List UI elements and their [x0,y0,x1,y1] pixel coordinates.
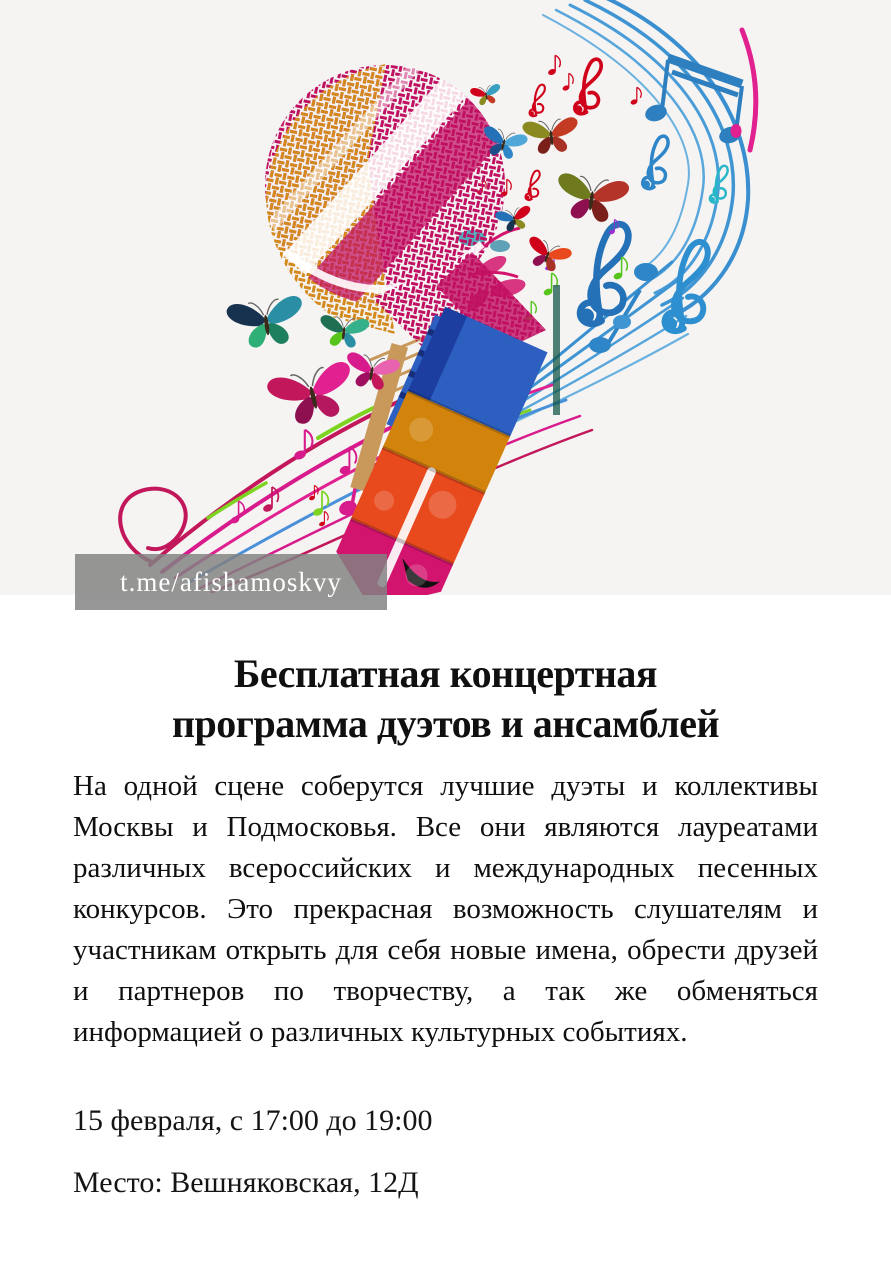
hero-illustration [0,0,891,595]
event-title-line2: программа дуэтов и ансамблей [172,701,719,746]
microphone-music-art [0,0,891,595]
watermark-text: t.me/afishamoskvy [120,566,342,597]
event-description: На одной сцене соберутся лучшие дуэты и коллективы Москвы и Подмосковья. Все они являются лауреатами различных всероссийских и международных песенных конкурсов. Это прекрасная возможность слушателям и участникам открыть для себя новые имена, обрести друзей и партнеров по творчеству, а так же обменяться информацией о различных культурных событиях. [73,770,818,1048]
event-datetime: 15 февраля, с 17:00 до 19:00 [73,1104,433,1137]
event-title [40,649,851,749]
watermark-badge [75,554,387,610]
event-title-line1: Бесплатная концертная [233,651,658,696]
event-location: Место: Вешняковская, 12Д [73,1166,419,1199]
